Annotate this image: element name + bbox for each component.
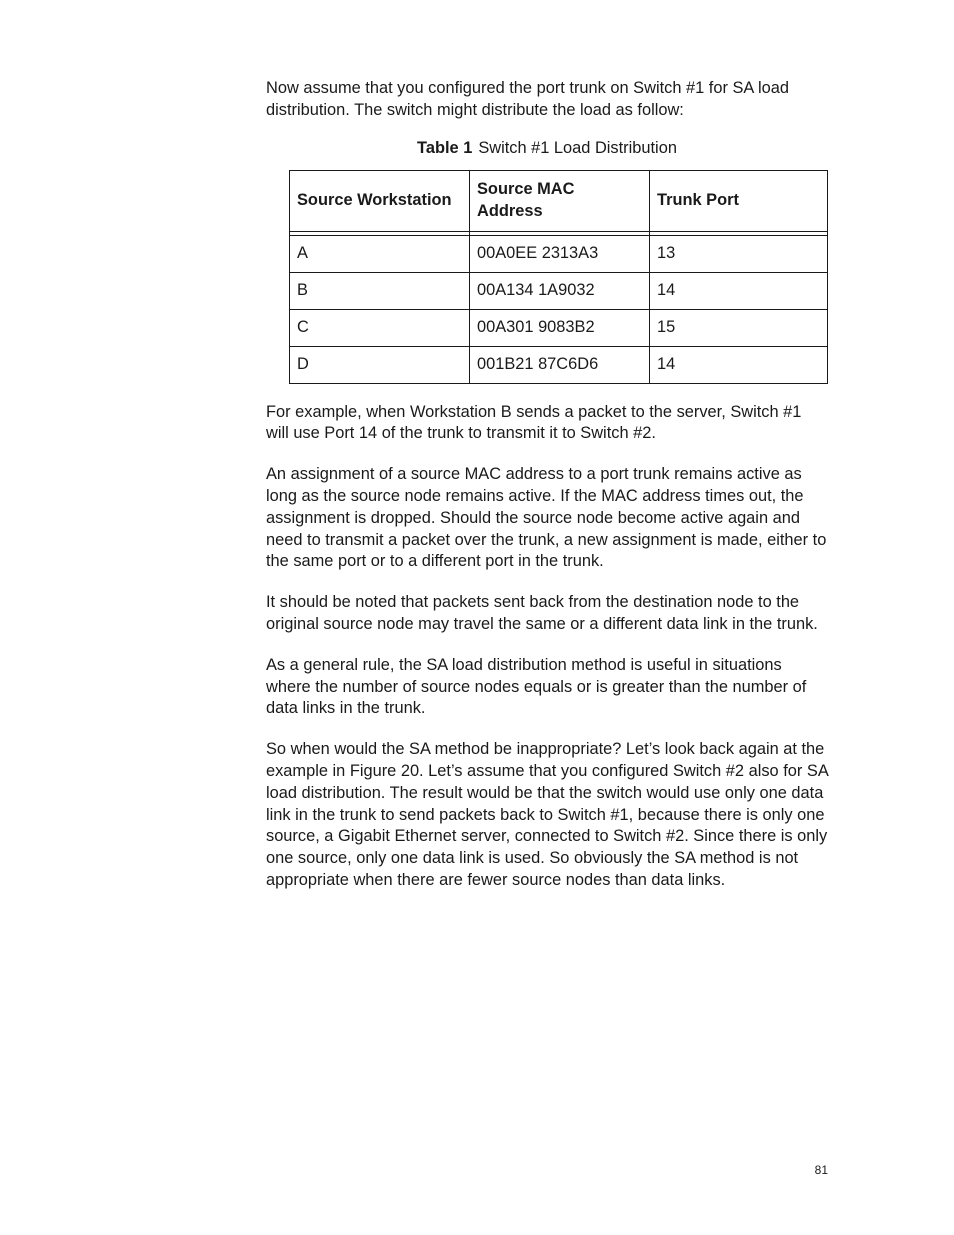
cell-mac: 00A301 9083B2 xyxy=(470,309,650,346)
page-number: 81 xyxy=(814,1163,828,1177)
cell-workstation: D xyxy=(290,346,470,383)
cell-workstation: B xyxy=(290,272,470,309)
cell-workstation: C xyxy=(290,309,470,346)
header-source-mac: Source MAC Address xyxy=(470,170,650,231)
header-trunk-port: Trunk Port xyxy=(650,170,828,231)
paragraph-example: For example, when Workstation B sends a packet to the server, Switch #1 will use Port 14 of the trunk to transmit it to Switch #2. xyxy=(266,402,802,443)
cell-mac: 00A0EE 2313A3 xyxy=(470,235,650,272)
paragraph-general-rule: As a general rule, the SA load distribution method is useful in situations where the number of source nodes equals or is greater than the number of data links in the trunk. xyxy=(266,655,807,718)
cell-port: 14 xyxy=(650,346,828,383)
table-row xyxy=(290,235,828,272)
paragraph-inappropriate: So when would the SA method be inappropriate? Let’s look back again at the example in Figure 20. Let’s assume that you configured Switch #2 also for SA load distribution. The result would be that the switch would use only one data link in the trunk to send packets back to Switch #1, because there is only one source, a Gigabit Ethernet server, connected to Switch #2. Since there is only one source, only one data link is used. So obviously the SA method is not appropriate when there are fewer source nodes than data links. xyxy=(266,740,828,889)
cell-port: 15 xyxy=(650,309,828,346)
page-content xyxy=(266,78,828,892)
load-distribution-table xyxy=(289,170,828,384)
table-row xyxy=(290,309,828,346)
cell-mac: 001B21 87C6D6 xyxy=(470,346,650,383)
load-distribution-table-wrap xyxy=(289,170,828,384)
cell-mac: 00A134 1A9032 xyxy=(470,272,650,309)
paragraph-assignment: An assignment of a source MAC address to a port trunk remains active as long as the source node remains active. If the MAC address times out, the assignment is dropped. Should the source node become active again and need to transmit a packet over the trunk, a new assignment is made, either to the same port or to a different port in the trunk. xyxy=(266,465,827,571)
cell-port: 13 xyxy=(650,235,828,272)
cell-port: 14 xyxy=(650,272,828,309)
intro-paragraph: Now assume that you configured the port trunk on Switch #1 for SA load distribution. The switch might distribute the load as follow: xyxy=(266,79,789,119)
cell-workstation: A xyxy=(290,235,470,272)
table-caption-label: Table 1 xyxy=(417,138,473,157)
table-row xyxy=(290,272,828,309)
table-caption xyxy=(266,137,828,159)
table-header-row xyxy=(290,170,828,231)
paragraph-return-path: It should be noted that packets sent back from the destination node to the original source node may travel the same or a different data link in the trunk. xyxy=(266,593,818,633)
table-caption-text: Switch #1 Load Distribution xyxy=(478,138,677,157)
header-source-workstation: Source Workstation xyxy=(290,170,470,231)
table-row xyxy=(290,346,828,383)
